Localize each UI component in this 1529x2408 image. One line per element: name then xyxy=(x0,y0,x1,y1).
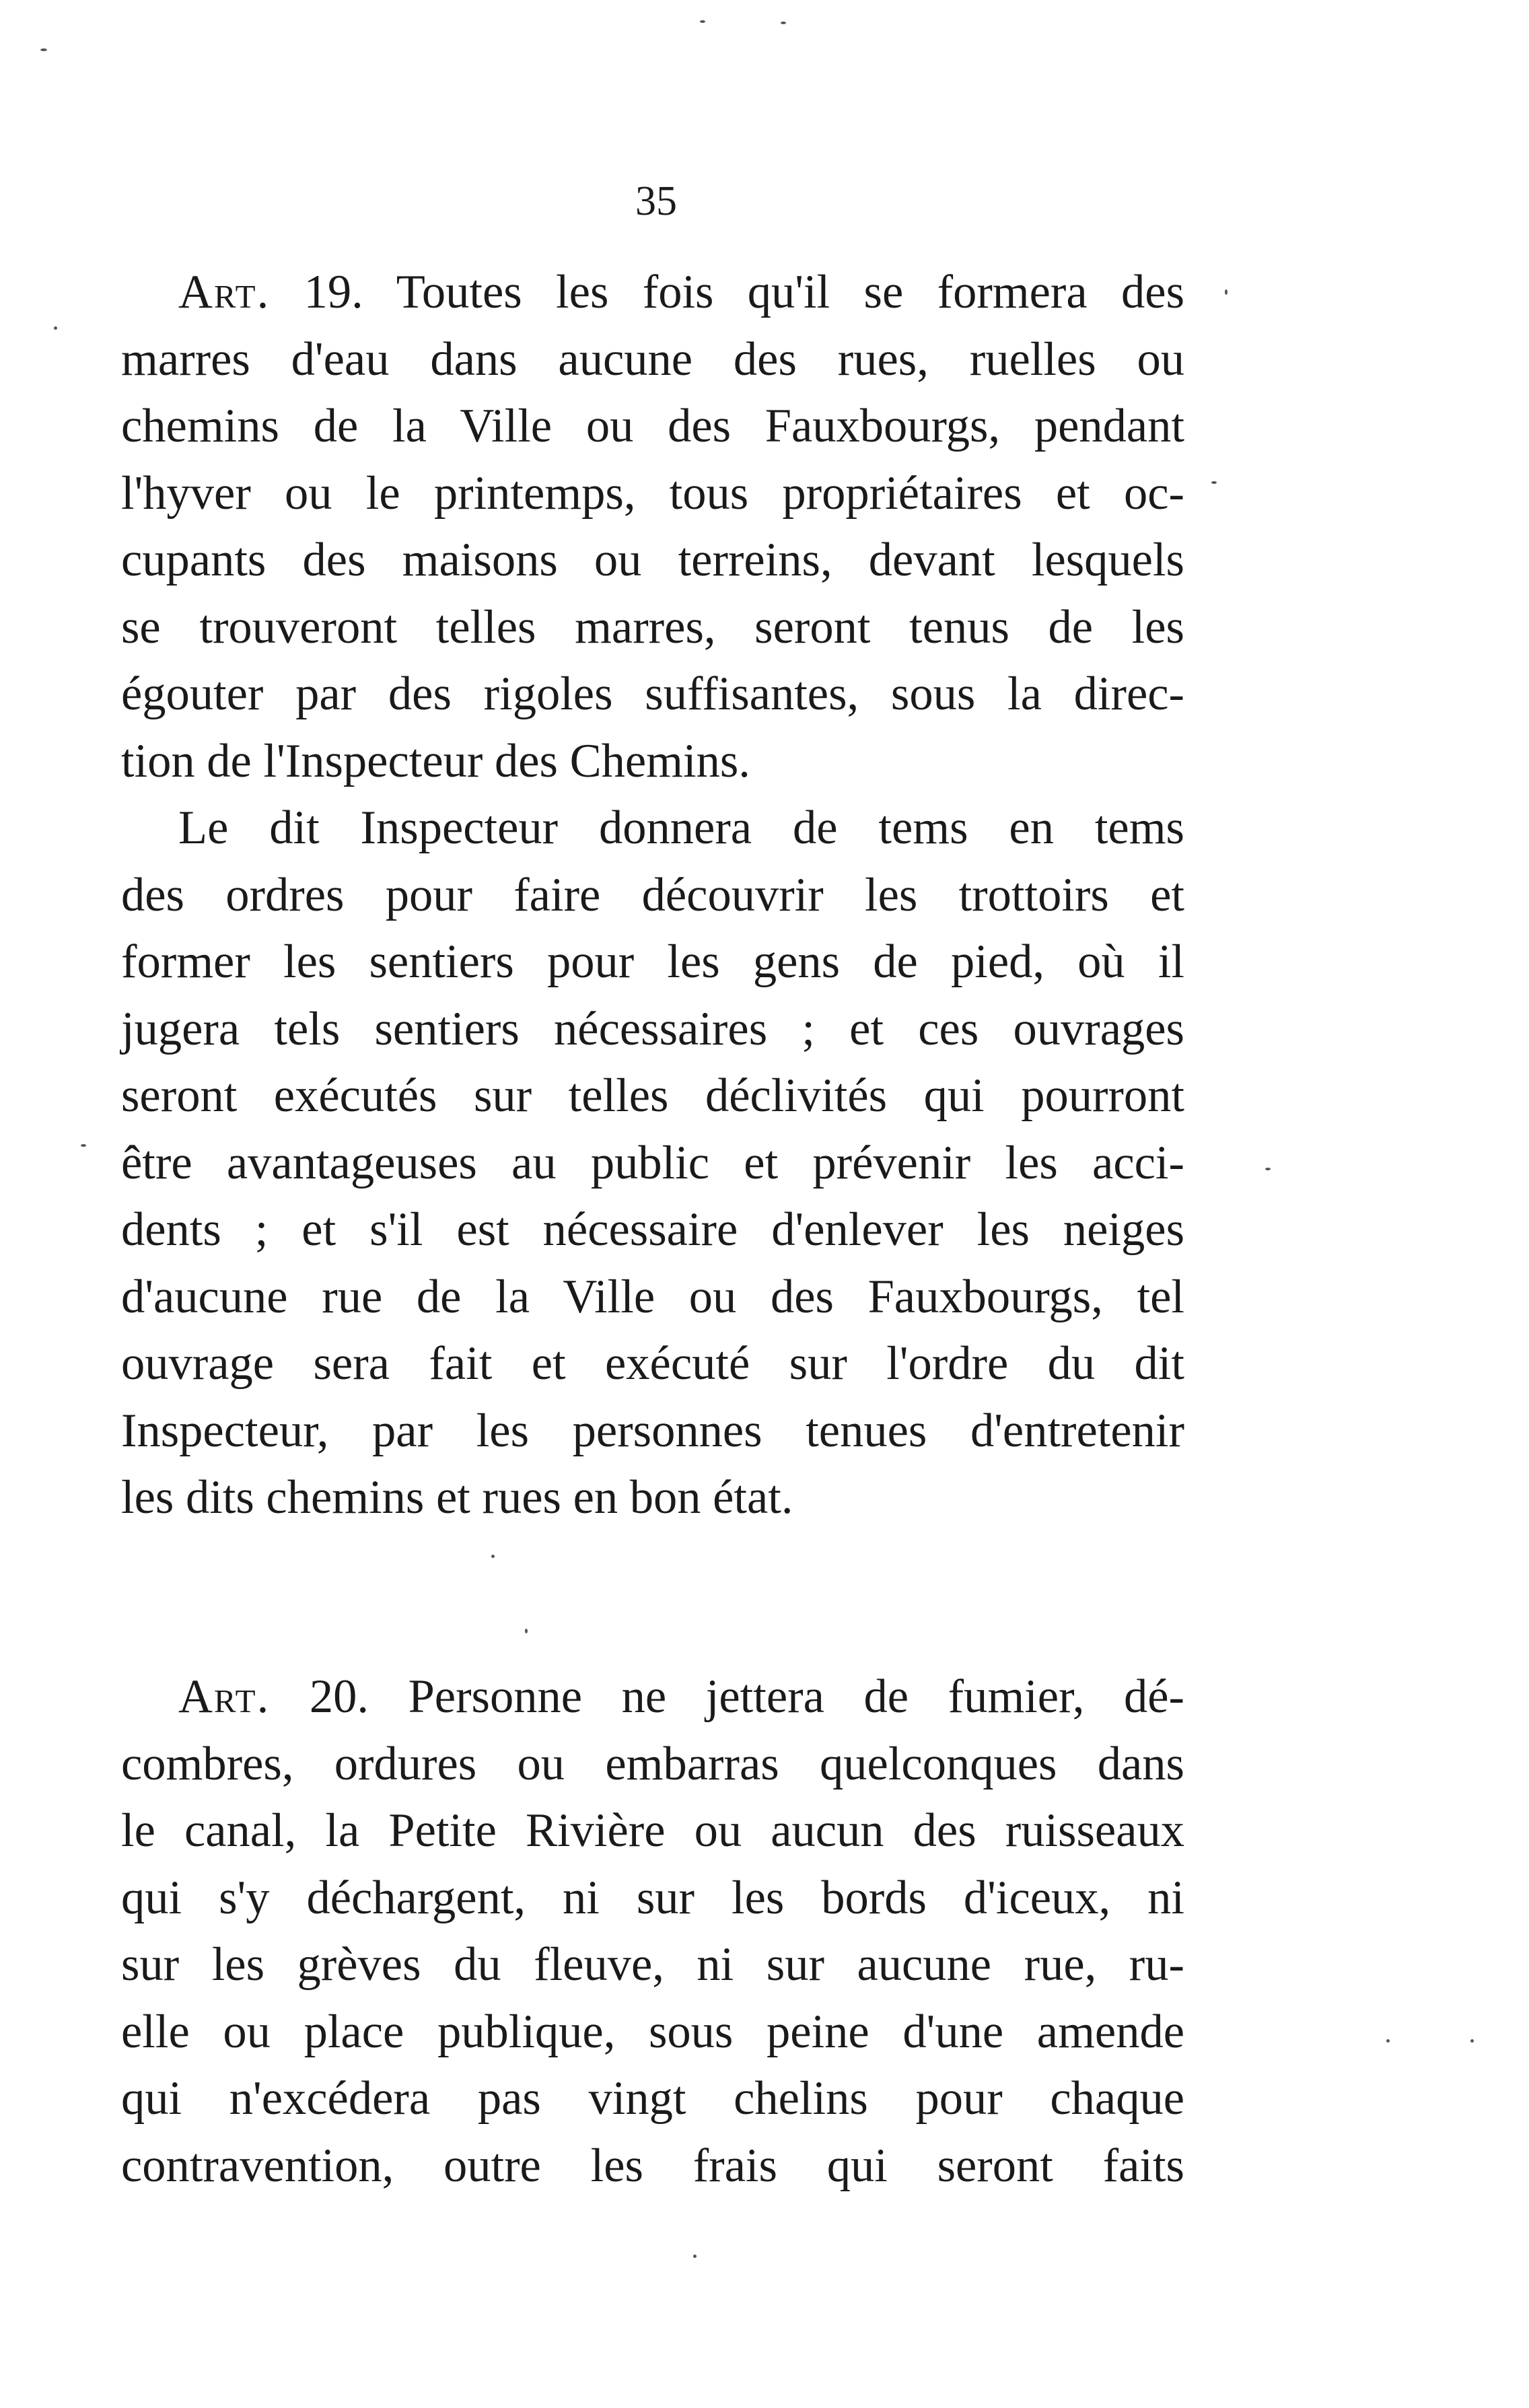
text-line: former les sentiers pour les gens de pied, où il xyxy=(121,935,1184,988)
scan-speck xyxy=(1211,481,1217,484)
scan-speck xyxy=(1470,2039,1474,2043)
text-line: jugera tels sentiers nécessaires ; et ces ouvrages xyxy=(121,1002,1184,1055)
text-line: contravention, outre les frais qui seront faits xyxy=(121,2139,1184,2192)
text-line: Personne ne jettera de fumier, dé- xyxy=(408,1670,1184,1723)
text-line: elle ou place publique, sous peine d'une amende xyxy=(121,2005,1184,2058)
scan-speck xyxy=(1386,2039,1390,2043)
article-number: 20. xyxy=(309,1670,369,1723)
text-line: Inspecteur, par les personnes tenues d'entretenir xyxy=(121,1404,1184,1457)
article-first-line xyxy=(121,259,1184,326)
scan-speck xyxy=(1265,1168,1271,1170)
article-label: Art. xyxy=(178,266,271,318)
text-line: qui s'y déchargent, ni sur les bords d'iceux, ni xyxy=(121,1871,1184,1924)
scan-speck xyxy=(700,20,705,23)
text-line: se trouveront telles marres, seront tenus de les xyxy=(121,600,1184,653)
article-19 xyxy=(121,259,1184,1532)
scan-speck xyxy=(491,1555,495,1558)
text-line: chemins de la Ville ou des Fauxbourgs, pendant xyxy=(121,400,1184,452)
scan-speck xyxy=(781,22,786,24)
text-line: dents ; et s'il est nécessaire d'enlever les neiges xyxy=(121,1203,1184,1256)
text-line: Le dit Inspecteur donnera de tems en tems xyxy=(178,802,1184,854)
text-line: d'aucune rue de la Ville ou des Fauxbourgs, tel xyxy=(121,1270,1184,1323)
text-line: marres d'eau dans aucune des rues, ruelles ou xyxy=(121,332,1184,386)
article-label: Art. xyxy=(178,1670,271,1723)
scan-speck xyxy=(525,1629,528,1633)
text-line: égouter par des rigoles suffisantes, sous la direc- xyxy=(121,668,1184,720)
text-line: le canal, la Petite Rivière ou aucun des ruisseaux xyxy=(121,1804,1184,1857)
text-line: des ordres pour faire découvrir les trottoirs et xyxy=(121,868,1184,921)
page-number: 35 xyxy=(635,178,677,224)
text-line: seront exécutés sur telles déclivités qui pourront xyxy=(121,1069,1184,1122)
text-line: Toutes les fois qu'il se formera des xyxy=(396,266,1185,318)
scan-speck xyxy=(693,2255,697,2258)
text-line: l'hyver ou le printemps, tous propriétaires et oc- xyxy=(121,466,1184,520)
text-line: qui n'excédera pas vingt chelins pour chaque xyxy=(121,2072,1184,2125)
article-number: 19. xyxy=(304,266,363,318)
text-line: être avantageuses au public et prévenir les acci- xyxy=(121,1136,1184,1189)
scan-speck xyxy=(54,326,57,330)
text-line: ouvrage sera fait et exécuté sur l'ordre du dit xyxy=(121,1337,1184,1390)
text-line: cupants des maisons ou terreins, devant lesquels xyxy=(121,534,1184,586)
scan-speck xyxy=(40,48,47,51)
article-20 xyxy=(121,1664,1184,2199)
text-line: les dits chemins et rues en bon état. xyxy=(121,1471,793,1524)
text-line: combres, ordures ou embarras quelconques dans xyxy=(121,1737,1184,1790)
scan-speck xyxy=(1225,289,1228,295)
text-line: tion de l'Inspecteur des Chemins. xyxy=(121,734,750,787)
text-line: sur les grèves du fleuve, ni sur aucune rue, ru- xyxy=(121,1938,1184,1991)
scan-speck xyxy=(81,1144,86,1147)
article-first-line xyxy=(121,1664,1184,1731)
